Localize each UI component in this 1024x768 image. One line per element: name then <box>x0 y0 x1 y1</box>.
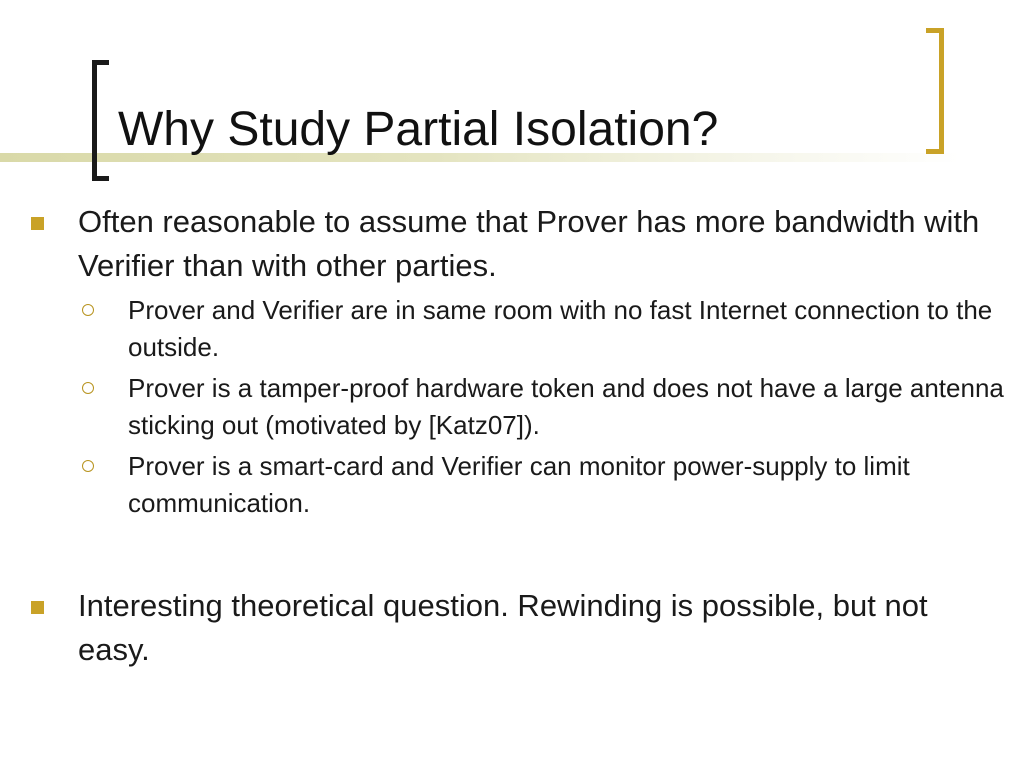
sub-bullet-item <box>0 370 1024 444</box>
circle-bullet-icon <box>82 304 94 316</box>
bullet-item <box>0 584 1024 672</box>
sub-bullet-text: Prover is a tamper-proof hardware token and does not have a large antenna sticking out (motivated by [Katz07]). <box>128 373 1004 440</box>
bullet-item <box>0 200 1024 288</box>
sub-bullet-item <box>0 448 1024 522</box>
sub-bullet-item <box>0 292 1024 366</box>
bullet-text: Often reasonable to assume that Prover has more bandwidth with Verifier than with other parties. <box>78 204 980 283</box>
circle-bullet-icon <box>82 460 94 472</box>
slide-content <box>0 200 1024 672</box>
circle-bullet-icon <box>82 382 94 394</box>
right-bracket-decoration <box>926 28 944 154</box>
square-bullet-icon <box>31 601 44 614</box>
bullet-text: Interesting theoretical question. Rewinding is possible, but not easy. <box>78 588 928 667</box>
left-bracket-decoration <box>92 60 109 181</box>
square-bullet-icon <box>31 217 44 230</box>
sub-bullet-text: Prover is a smart-card and Verifier can monitor power-supply to limit communication. <box>128 451 910 518</box>
slide-title: Why Study Partial Isolation? <box>118 103 719 156</box>
sub-bullet-text: Prover and Verifier are in same room with no fast Internet connection to the outside. <box>128 295 993 362</box>
